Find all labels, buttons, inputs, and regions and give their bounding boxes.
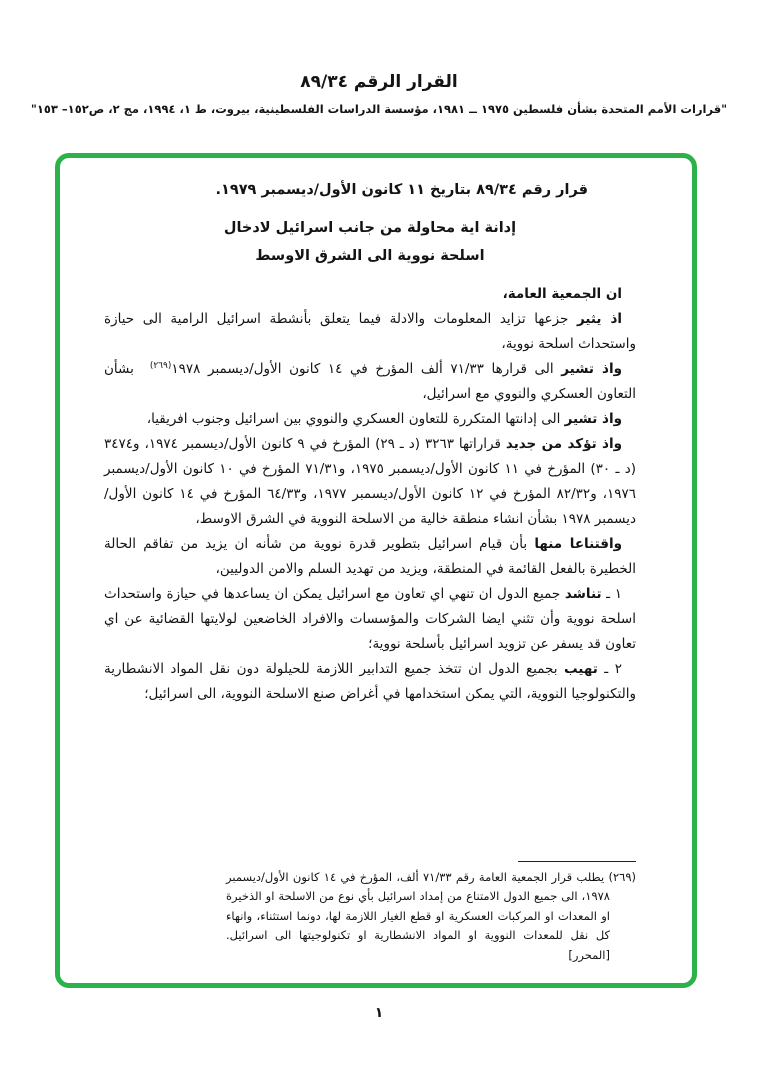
footnote-block (104, 853, 636, 966)
resolution-paragraph-operative-2: ٢ ـ تهيب بجميع الدول ان تتخذ جميع التدابير اللازمة للحيلولة دون نقل المواد الانشطارية والتكنولوجيا النووية، التي يمكن استخدامها في أغراض صنع الاسلحة النووية، الى اسرائيل؛ (104, 661, 636, 702)
resolution-paragraph-preamble-3: واذ تشير الى إدانتها المتكررة للتعاون العسكري والنووي بين اسرائيل وجنوب افريقيا، (146, 411, 622, 427)
resolution-paragraph-preamble-0: ان الجمعية العامة، (502, 286, 622, 302)
resolution-title: قرار رقم ٨٩/٣٤ بتاريخ ١١ كانون الأول/ديسمبر ١٩٧٩. (215, 182, 588, 198)
footnote-separator (518, 861, 636, 862)
resolution-frame (55, 153, 697, 988)
resolution-paragraph-preamble-1: اذ يثير جزعها تزايد المعلومات والادلة فيما يتعلق بأنشطة اسرائيل الرامية الى حيازة واستحداث اسلحة نووية، (104, 311, 636, 352)
resolution-subject-line2: اسلحة نووية الى الشرق الاوسط (255, 248, 485, 264)
resolution-paragraph-preamble-4: واذ تؤكد من جديد قراراتها ٣٢٦٣ (د ـ ٢٩) المؤرخ في ٩ كانون الأول/ديسمبر ١٩٧٤، و٣٤٧٤ (د ـ ٣٠) المؤرخ في ١١ كانون الأول/ديسمبر ١٩٧٥، و٧١/٣١ المؤرخ في ١٠ كانون الأول/ديسمبر ١٩٧٦، و٨٢/٣٢ المؤرخ في ١٢ كانون الأول/ديسمبر ١٩٧٧، و٦٤/٣٣ المؤرخ في ١٤ كانون الأول/ديسمبر ١٩٧٨ بشأن انشاء منطقة خالية من الاسلحة النووية في الشرق الاوسط، (104, 436, 636, 527)
document-source-line: "قرارات الأمم المتحدة بشأن فلسطين ١٩٧٥ ــ ١٩٨١، مؤسسة الدراسات الفلسطينية، بيروت، ط ١، ١٩٩٤، مج ٢، ص١٥٢‏– ‏١٥٣" (30, 102, 728, 116)
resolution-subject-line1: إدانة اية محاولة من جانب اسرائيل لادخال (223, 220, 517, 236)
resolution-paragraph-operative-1: ١ ـ تناشد جميع الدول ان تنهي اي تعاون مع اسرائيل يمكن ان يساعدها في حيازة واستحداث اسلحة نووية وأن تثني ايضا الشركات والمؤسسات والافراد الخاضعين لولايتها القضائية عن اي تعاون قد يسفر عن تزويد اسرائيل بأسلحة نووية؛ (104, 586, 636, 652)
page-number: ١ (374, 1005, 384, 1021)
footnote-reference: (٢٦٩) (149, 360, 172, 371)
footnote-marker: (٢٦٩) (608, 869, 636, 884)
document-header-title: القرار الرقم ٨٩/٣٤ (300, 72, 458, 92)
footnote (226, 868, 636, 966)
footnote-text: يطلب قرار الجمعية العامة رقم ٧١/٣٣ ألف، المؤرخ في ١٤ كانون الأول/ديسمبر ١٩٧٨، الى جميع الدول الامتناع من إمداد اسرائيل بأي نوع من الاسلحة او الذخيرة او المعدات او المركبات العسكرية او قطع الغيار اللازمة لها، دونما استثناء، وانهاء كل نقل للمعدات النووية او المواد الانشطارية او تكنولوجيتها الى اسرائيل. [المحرر] (226, 869, 610, 962)
resolution-subject (104, 214, 636, 270)
resolution-paragraph-preamble-2: واذ تشير الى قرارها ٧١/٣٣ ألف المؤرخ في ١٤ كانون الأول/ديسمبر ١٩٧٨$^{(٢٦٩)}$بشأن التعاون العسكري والنووي مع اسرائيل، (104, 360, 636, 402)
resolution-paragraph-preamble-5: واقتناعا منها بأن قيام اسرائيل بتطوير قدرة نووية من شأنه ان يزيد من تفاقم الحالة الخطيرة بالفعل القائمة في المنطقة، ويزيد من تهديد السلم والامن الدوليين، (104, 536, 636, 577)
